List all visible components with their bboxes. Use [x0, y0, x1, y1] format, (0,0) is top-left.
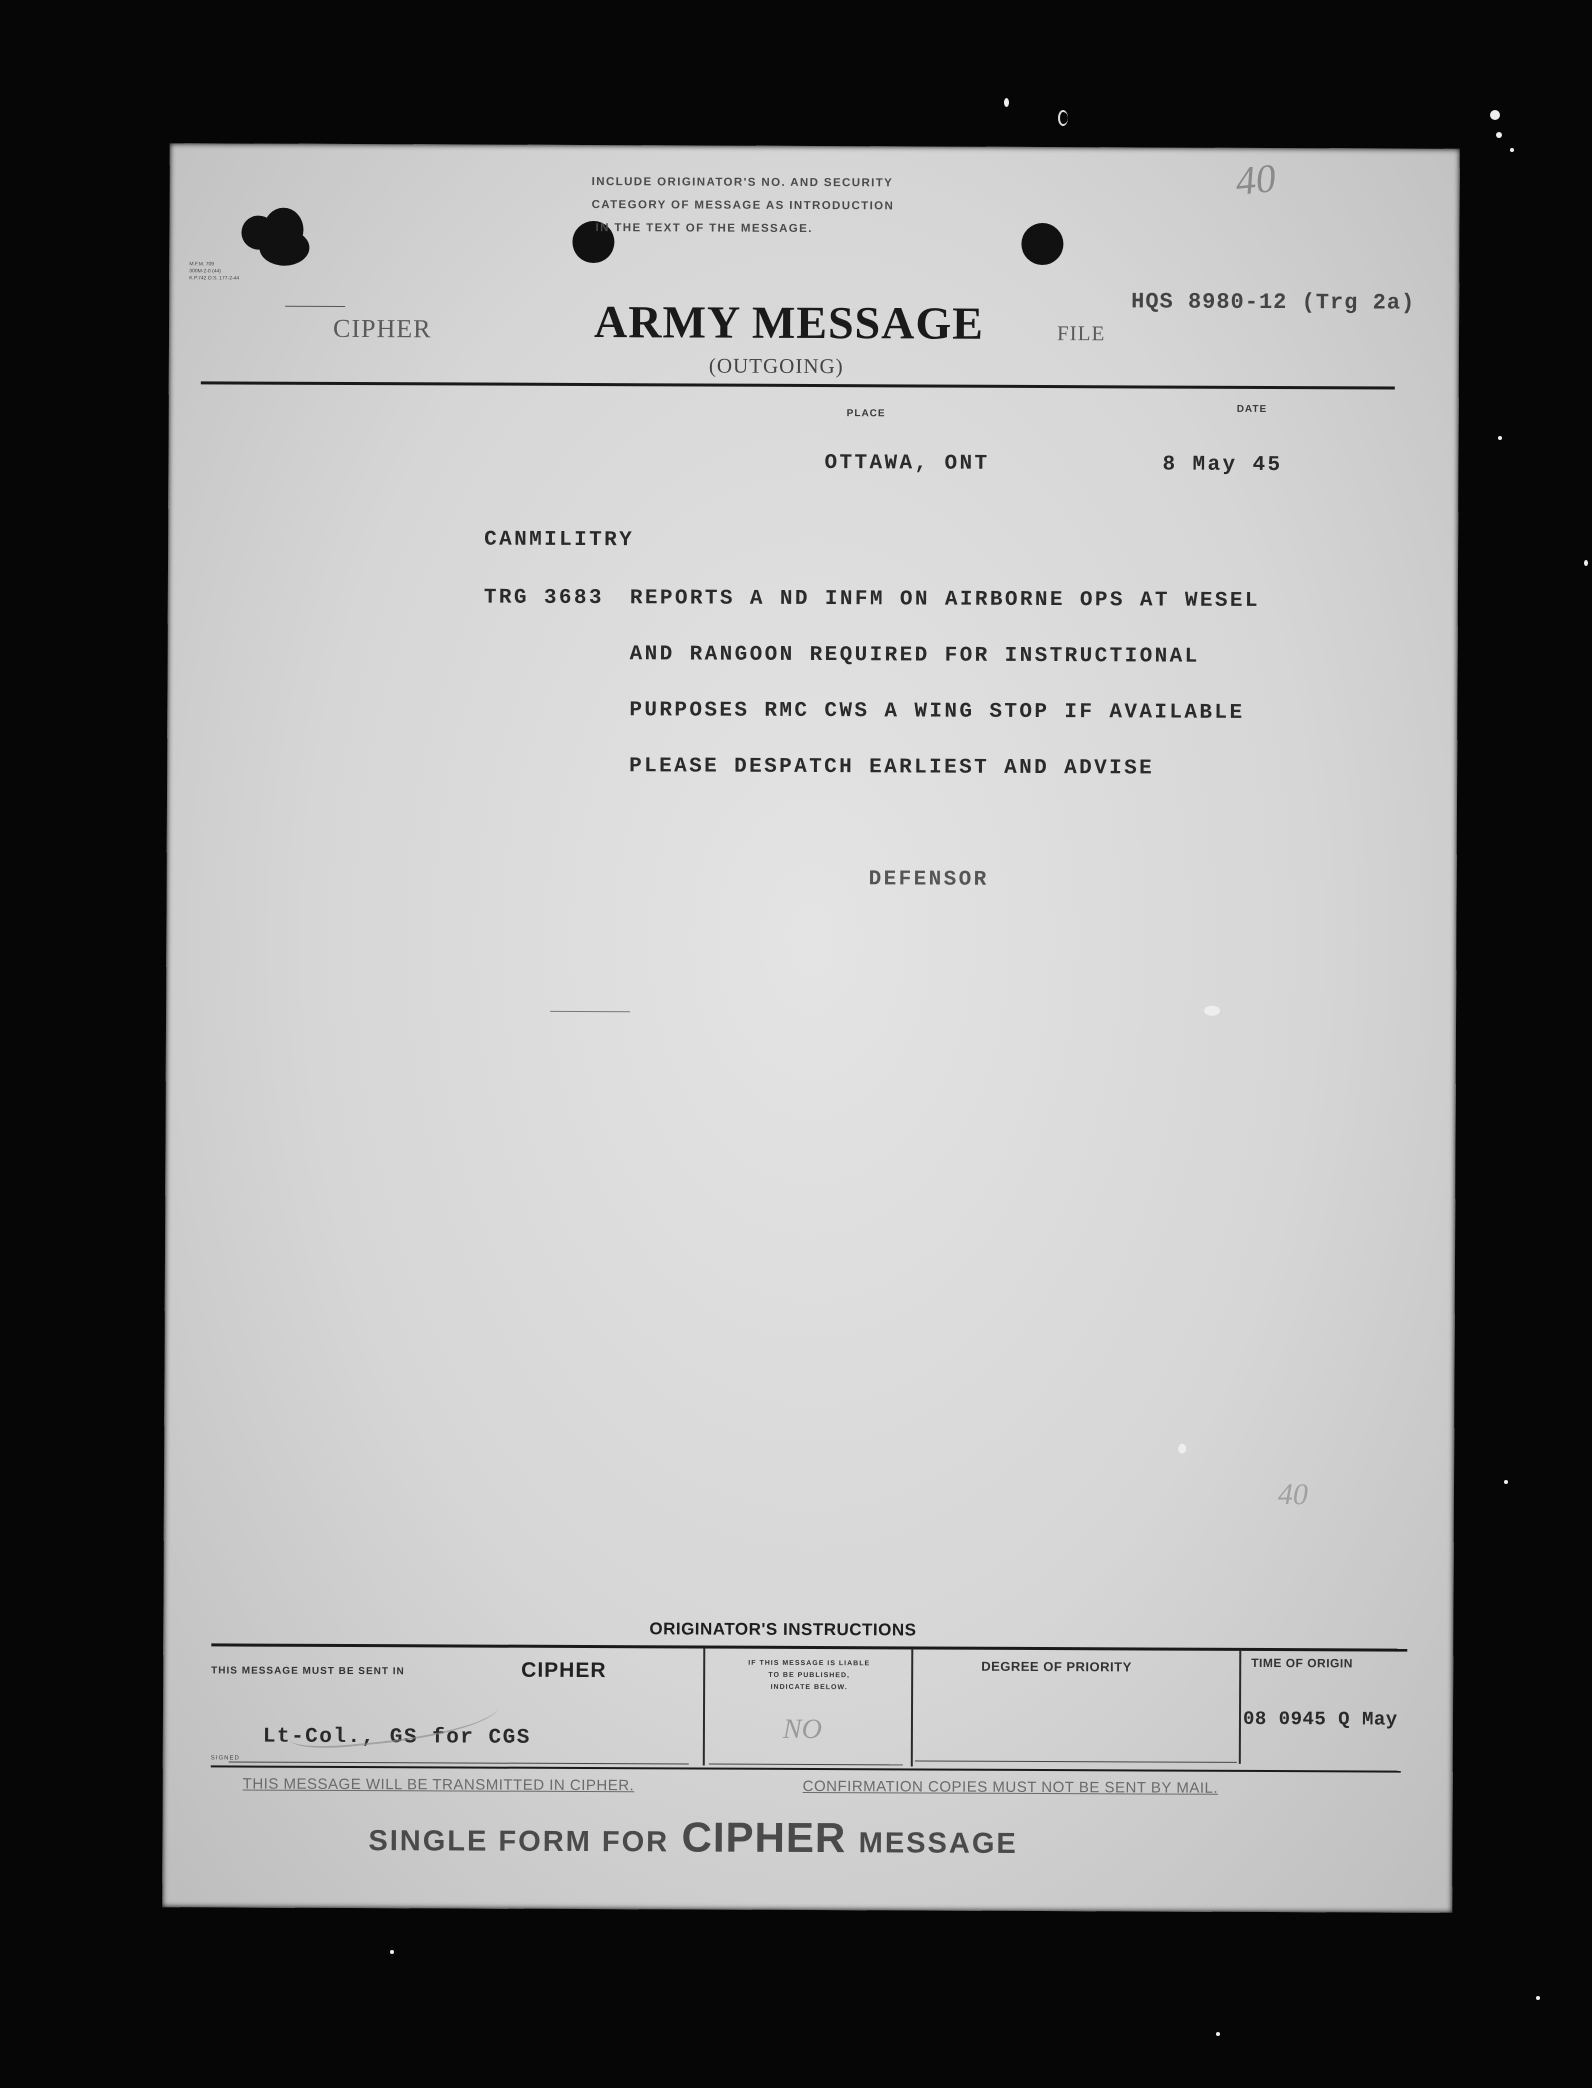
time-value: 08 0945 Q May: [1242, 1707, 1398, 1731]
scan-speck: [1004, 98, 1009, 107]
scan-speck: [390, 1950, 394, 1954]
scan-speck: [1584, 560, 1588, 566]
scan-speck: [1058, 110, 1068, 126]
footer-text: MESSAGE: [858, 1827, 1018, 1860]
instructions-rule-top: [211, 1643, 1407, 1651]
published-label-line: TO BE PUBLISHED,: [768, 1671, 850, 1680]
message-place: OTTAWA, ONT: [824, 452, 990, 476]
form-footer: [368, 1812, 1018, 1863]
signed-label: SIGNED: [210, 1755, 240, 1762]
header-rule: [201, 381, 1395, 389]
file-label: FILE: [1056, 321, 1106, 346]
footer-cipher: CIPHER: [681, 1813, 847, 1862]
scan-speck: [1536, 1996, 1540, 2000]
transmit-note: THIS MESSAGE WILL BE TRANSMITTED IN CIPHER.: [242, 1775, 635, 1795]
priority-label: DEGREE OF PRIORITY: [981, 1658, 1132, 1675]
scan-speck: [1216, 2032, 1220, 2036]
published-label: [709, 1658, 909, 1695]
form-subtitle: (OUTGOING): [708, 353, 844, 379]
message-body: [629, 587, 1260, 814]
published-underline: [709, 1764, 903, 1766]
ink-blot: [241, 208, 311, 268]
sent-in-label: THIS MESSAGE MUST BE SENT IN: [211, 1665, 405, 1678]
intro-line: CATEGORY OF MESSAGE AS INTRODUCTION: [591, 199, 895, 213]
scan-speck: [1510, 148, 1514, 152]
scan-speck: [1490, 110, 1500, 120]
form-code-block: [189, 261, 239, 282]
instructions-divider: [911, 1648, 914, 1766]
intro-line: IN THE TEXT OF THE MESSAGE.: [595, 222, 813, 236]
paper-speck: [1204, 1006, 1220, 1016]
handwritten-page-mark: 40: [1233, 155, 1278, 204]
message-reference: TRG 3683: [483, 586, 604, 611]
message-form: [162, 143, 1460, 1913]
intro-line: INCLUDE ORIGINATOR'S NO. AND SECURITY: [591, 176, 894, 190]
faint-page-mark: 40: [1277, 1478, 1309, 1512]
form-code-line: K.P.742 O.S. 177-2-44: [189, 275, 240, 282]
published-value: NO: [782, 1713, 822, 1746]
message-line: REPORTS A ND INFM ON AIRBORNE OPS AT WESEL: [629, 587, 1261, 613]
published-label-line: IF THIS MESSAGE IS LIABLE: [748, 1659, 871, 1668]
scan-speck: [1496, 132, 1502, 138]
message-line: AND RANGOON REQUIRED FOR INSTRUCTIONAL: [629, 643, 1200, 669]
instructions-heading: ORIGINATOR'S INSTRUCTIONS: [649, 1619, 917, 1640]
instructions-divider: [703, 1648, 706, 1766]
form-title: ARMY MESSAGE: [593, 296, 985, 349]
paper-speck: [1178, 1444, 1186, 1454]
instructions-divider: [1239, 1650, 1241, 1764]
published-label-line: INDICATE BELOW.: [770, 1683, 848, 1692]
intro-instructions: [591, 171, 894, 241]
scan-speck: [1504, 1480, 1508, 1484]
signed-underline: [229, 1761, 689, 1764]
file-number: HQS 8980-12 (Trg 2a): [1131, 289, 1416, 316]
form-code-line: M.F.M. 709: [189, 261, 215, 268]
priority-underline: [915, 1760, 1237, 1762]
message-date: 8 May 45: [1162, 453, 1283, 478]
sent-in-value: CIPHER: [521, 1658, 607, 1683]
date-label: DATE: [1236, 403, 1268, 415]
message-line: PURPOSES RMC CWS A WING STOP IF AVAILABLE: [629, 699, 1245, 725]
place-label: PLACE: [846, 408, 886, 420]
scan-speck: [1498, 436, 1502, 440]
time-label: TIME OF ORIGIN: [1251, 1655, 1353, 1671]
footer-text: SINGLE FORM FOR: [368, 1825, 670, 1859]
form-code-underline: [285, 306, 345, 307]
signed-value: Lt-Col., GS for CGS: [262, 1725, 531, 1750]
cipher-label: CIPHER: [332, 313, 432, 344]
confirm-note: CONFIRMATION COPIES MUST NOT BE SENT BY MAIL.: [802, 1777, 1219, 1797]
message-addressee: CANMILITRY: [484, 528, 635, 553]
stray-mark: [550, 1011, 630, 1012]
instructions-rule-bottom: [211, 1765, 1401, 1772]
form-code-line: 300M-2-0 (44): [189, 268, 221, 275]
message-line: PLEASE DESPATCH EARLIEST AND ADVISE: [629, 755, 1155, 781]
message-sender: DEFENSOR: [868, 868, 989, 892]
binder-hole-right: [1021, 223, 1063, 265]
